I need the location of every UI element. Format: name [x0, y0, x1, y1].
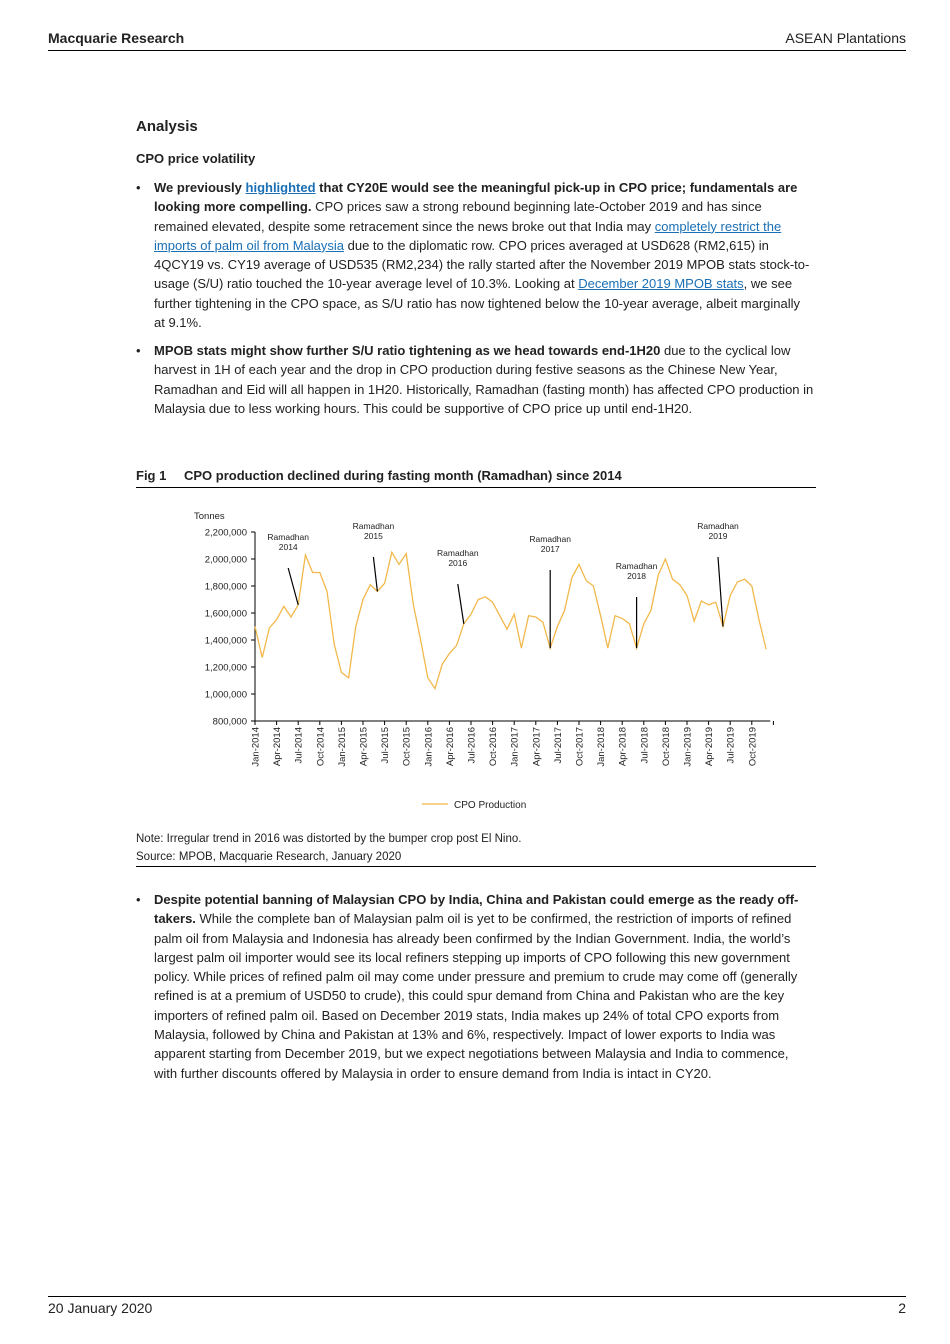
annotation-label: Ramadhan: [267, 532, 309, 542]
bullet-price-rebound: [154, 178, 814, 332]
annotation-label: 2019: [708, 531, 728, 541]
bullet-text-cont: due to the diplomatic row. CPO prices averaged at USD628 (RM2,615) in 4QCY19 vs. CY19 average of USD535 (RM2,234) the rally started after the November 2019 MPOB stats stock-to-usage (S/U) ratio touched the 10-year average level of 10.3%. Looking at: [154, 237, 810, 292]
x-tick-label: Apr-2016: [444, 727, 456, 767]
annotation-label: Ramadhan: [529, 534, 571, 544]
x-tick-label: Jan-2016: [423, 727, 435, 767]
figure-number: Fig 1: [136, 468, 167, 483]
annotation-label: Ramadhan: [352, 521, 395, 531]
bullet-lead: Despite potential banning of Malaysian CPO by India, China and Pakistan could emerge as the ready off-takers.: [154, 892, 799, 927]
x-tick-label: Oct-2014: [315, 727, 327, 767]
series-cpo-production: [255, 552, 766, 688]
figure-title: [136, 468, 816, 488]
legend-label: CPO Production: [454, 800, 527, 811]
page-footer: [48, 1296, 906, 1316]
x-tick-label: Apr-2014: [272, 727, 284, 767]
report-title: ASEAN Plantations: [785, 30, 906, 46]
cpo-production-chart: [136, 500, 816, 825]
bullet-text-end: , we see further tightening in the CPO space, as S/U ratio has now tightened below the 10-year average, albeit marginally at 9.1%.: [154, 276, 801, 331]
india-restriction-link[interactable]: completely restrict the imports of palm oil from Malaysia: [154, 218, 782, 253]
x-tick-label: Jul-2015: [380, 727, 392, 764]
x-tick-label: Jul-2017: [552, 727, 564, 764]
y-tick-label: 2,200,000: [204, 527, 247, 539]
y-tick-label: 1,800,000: [204, 581, 247, 593]
page-header: [48, 30, 906, 51]
x-tick-label: Jul-2016: [466, 727, 478, 764]
x-tick-label: Apr-2018: [617, 727, 629, 767]
x-tick-label: Apr-2015: [358, 727, 370, 767]
y-tick-label: 1,600,000: [204, 608, 247, 620]
bullet-text: While the complete ban of Malaysian palm oil is yet to be confirmed, the restriction of imports of refined palm oil from Malaysia and Indonesia has already been confirmed by the Indian Government. India, the world’s largest palm oil importer would see its local refiners stepping up imports of CPO following this new government policy. While prices of refined palm oil may come under pressure and premium to crude may come off (generally refined is at a premium of USD50 to crude), this could spur demand from China and Pakistan who are the key importers of refined palm oil. Based on December 2019 stats, India makes up 24% of total CPO exports from Malaysia, followed by China and Pakistan at 13% and 6%, respectively. Impact of lower exports to India was apparent starting from December 2019, but we expect negotiations between Malaysia and India to commence, with further discounts offered by Malaysia in order to ensure demand from India is intact in CY20.: [154, 911, 798, 1081]
x-tick-label: Oct-2018: [660, 727, 672, 767]
page-number: 2: [898, 1300, 906, 1316]
bullet-offtakers: [154, 890, 814, 1083]
x-tick-label: Apr-2019: [704, 727, 716, 767]
annotation-label: 2018: [627, 571, 647, 581]
y-tick-label: 1,000,000: [204, 689, 247, 701]
x-tick-label: Oct-2015: [401, 727, 413, 767]
ramadhan-annotations: [267, 521, 739, 648]
bullet-lead-cont: that CY20E would see the meaningful pick-up in CPO price; fundamentals are looking more compelling.: [154, 180, 798, 215]
publisher-name: Macquarie Research: [48, 30, 185, 46]
mpob-stats-link[interactable]: December 2019 MPOB stats: [578, 276, 744, 292]
x-axis: [251, 721, 774, 767]
x-tick-label: Oct-2016: [488, 727, 500, 767]
x-tick-label: Jan-2018: [596, 727, 608, 767]
annotation-label: Ramadhan: [615, 561, 658, 571]
y-axis: [205, 528, 255, 728]
y-axis-label: Tonnes: [194, 511, 225, 522]
x-tick-label: Oct-2017: [574, 727, 586, 767]
x-tick-label: Jul-2019: [725, 727, 737, 764]
x-tick-label: Jan-2017: [509, 727, 521, 767]
subsection-title: CPO price volatility: [136, 151, 256, 166]
annotation-arrow: [288, 568, 298, 605]
annotation-label: Ramadhan: [697, 521, 739, 531]
x-tick-label: Apr-2017: [531, 727, 543, 767]
legend: [422, 800, 526, 811]
x-tick-label: Jul-2014: [293, 727, 305, 764]
y-tick-label: 1,400,000: [204, 635, 247, 647]
bullet-lead: MPOB stats might show further S/U ratio tightening as we head towards end-1H20: [154, 343, 661, 358]
annotation-arrow: [458, 584, 464, 624]
figure-source: Source: MPOB, Macquarie Research, January 2020: [136, 851, 816, 867]
x-tick-label: Jan-2014: [250, 727, 262, 767]
footer-date: 20 January 2020: [48, 1300, 153, 1316]
annotation-label: Ramadhan: [437, 548, 479, 558]
y-tick-label: 1,200,000: [204, 662, 247, 674]
annotation-label: 2016: [448, 558, 468, 568]
section-title: Analysis: [136, 118, 198, 135]
figure-caption: CPO production declined during fasting month (Ramadhan) since 2014: [184, 468, 622, 483]
y-tick-label: 800,000: [212, 716, 247, 728]
annotation-label: 2017: [540, 544, 560, 554]
annotation-label: 2014: [278, 542, 298, 552]
bullet-text: CPO prices saw a strong rebound beginning late-October 2019 and has since remained elevated, despite some retracement since the news broke out that India may: [154, 199, 762, 234]
bullet-text: due to the cyclical low harvest in 1H of each year and the drop in CPO production during festive seasons as the Chinese New Year, Ramadhan and Eid will all happen in 1H20. Historically, Ramadhan (fasting month) has affected CPO production in Malaysia due to less working hours. This could be supportive of CPO price up until end-1H20.: [154, 343, 814, 416]
bullet-su-ratio: [154, 341, 814, 418]
x-tick-label: Jan-2015: [336, 727, 348, 767]
x-tick-label: Jan-2019: [682, 727, 694, 767]
annotation-arrow: [373, 557, 377, 591]
x-tick-label: Jul-2018: [639, 727, 651, 764]
highlighted-link[interactable]: highlighted: [245, 180, 316, 195]
figure-note: Note: Irregular trend in 2016 was distorted by the bumper crop post El Nino.: [136, 833, 522, 845]
x-tick-label: Oct-2019: [747, 727, 759, 767]
series-line: [255, 552, 766, 688]
y-tick-label: 2,000,000: [204, 554, 247, 566]
annotation-label: 2015: [363, 531, 383, 541]
bullet-lead: We previously: [154, 180, 246, 195]
